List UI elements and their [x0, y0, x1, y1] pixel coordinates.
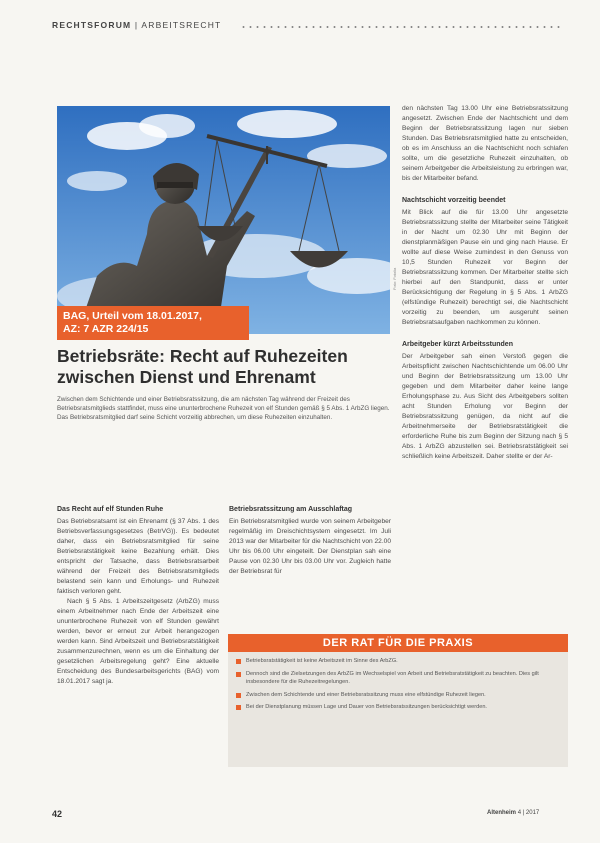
subhead-nachtschicht: Nachtschicht vorzeitig beendet	[402, 197, 506, 204]
magazine-name: Altenheim	[487, 810, 517, 816]
photo-credit: Foto: Fotolia	[392, 267, 397, 290]
praxis-item-text: Bei der Dienstplanung müssen Lage und Dauer von Betriebsratssitzungen berücksichtigt werden.	[246, 704, 487, 710]
headline-line-2: zwischen Dienst und Ehrenamt	[57, 367, 316, 387]
headline-line-1: Betriebsräte: Recht auf Ruhezeiten	[57, 346, 348, 366]
running-head-separator: |	[131, 20, 142, 30]
praxis-list	[236, 657, 562, 716]
paragraph: Mit Blick auf die für 13.00 Uhr angesetzte Betriebsratssitzung stellte der Mitarbeiter seine Tätigkeit in der Nacht um 02.30 Uhr mit Beginn der dienstplanmäßigen Pause ein und ging nach Hause. Er wollte auf diese Weise zumindest in den Genuss von 10,5 Stunden Ruhezeit vor Beginn der Betriebsratssitzung kommen. Der Mitarbeiter stellte sich hierbei auf den Standpunkt, dass er unter Berücksichtigung der Regelung in § 5 Abs. 1 ArbZG (elfstündige Ruhezeit) berechtigt sei, die Nachtschicht vorzeitig zu beenden, um ausgeruht seinen Betriebsratsaufgaben nachkommen zu können.	[402, 209, 568, 326]
bullet-square-icon	[236, 672, 241, 677]
paragraph: Das Betriebsratsamt ist ein Ehrenamt (§ 37 Abs. 1 des Betriebsverfassungsgesetzes (BetrVG)). Es bedeutet daher, dass ein Betriebsratsmitglied für seine Betriebsratstätigkeit keine Bezahlung erhält. Dies entspricht der Tatsache, dass Betriebsratsarbeit während der Freizeit des Betriebsratsmitglieds belastend sein kann und Erholungs- und Ruhezeit faktisch verloren geht.	[57, 518, 219, 595]
column-1	[57, 505, 219, 687]
praxis-item-text: Dennoch sind die Zielsetzungen des ArbZG im Wechselspiel von Arbeit und Betriebsratstätigkeit zu beachten. Dies gilt insbesondere für die Ruhezeitregelungen.	[246, 670, 539, 685]
running-head-section: RECHTSFORUM	[52, 20, 132, 30]
running-head	[52, 20, 221, 30]
issue-number: 4 | 2017	[517, 810, 540, 816]
running-head-topic: ARBEITSRECHT	[141, 20, 222, 30]
caption-file-number: AZ: 7 AZR 224/15	[63, 323, 149, 335]
list-item	[236, 670, 562, 687]
caption-ruling: BAG, Urteil vom 18.01.2017,	[63, 310, 202, 322]
article-headline	[57, 346, 397, 388]
page-number: 42	[52, 809, 63, 819]
bullet-square-icon	[236, 693, 241, 698]
dotted-rule	[240, 26, 560, 28]
paragraph: Ein Betriebsratsmitglied wurde von seinem Arbeitgeber regelmäßig im Dreischichtsystem eingesetzt. Im Juli 2013 war der Mitarbeiter für die Nachtschicht von 22.00 Uhr bis 06.00 Uhr eingeteilt. Der Dienstplan sah eine Pause von 02.30 Uhr bis 03.00 Uhr vor. Zugleich hatte der Betriebsrat für	[229, 518, 391, 575]
praxis-item-text: Zwischen dem Schichtende und einer Betriebsratssitzung muss eine elfstündige Ruhezeit liegen.	[246, 691, 486, 698]
spacer	[402, 184, 568, 196]
column-2	[229, 505, 391, 577]
praxis-title: DER RAT FÜR DIE PRAXIS	[228, 634, 568, 652]
list-item	[236, 657, 562, 666]
paragraph: Nach § 5 Abs. 1 Arbeitszeitgesetz (ArbZG) muss einem Arbeitnehmer nach Ende der Arbeitszeit eine ununterbrochene Ruhezeit von elf Stunden gewährt werden, bevor er erneut zur Arbeit herangezogen werden kann. Sind Arbeitszeit und Betriebsratstätigkeit zusammenzurechnen, wenn es um die Einhaltung der gesetzlichen Arbeitsregelung geht? Eine aktuelle Entscheidung des Bundesarbeitsgerichts (BAG) vom 18.01.2017 sagt ja.	[57, 598, 219, 685]
list-item	[236, 691, 562, 700]
subhead-elf-stunden: Das Recht auf elf Stunden Ruhe	[57, 506, 164, 513]
justitia-statue-photo	[57, 106, 390, 334]
article-lead: Zwischen dem Schichtende und einer Betriebsratssitzung, die am nächsten Tag während der Freizeit des Betriebsratsmitglieds stattfindet, muss eine ununterbrochene Ruhezeit von elf Stunden gemäß § 5 Abs. 1 ArbZG liegen. Das Betriebsratsmitglied darf seine Schicht vorzeitig abbrechen, um diese Ruhezeiten einzuhalten.	[57, 396, 390, 421]
spacer	[402, 328, 568, 340]
bullet-square-icon	[236, 705, 241, 710]
column-3	[402, 104, 568, 462]
footer-magazine	[487, 810, 539, 816]
subhead-arbeitgeber: Arbeitgeber kürzt Arbeitsstunden	[402, 341, 513, 348]
subhead-ausschlaftag: Betriebsratssitzung am Ausschlaftag	[229, 506, 353, 513]
paragraph: Der Arbeitgeber sah einen Verstoß gegen die Arbeitspflicht zwischen Nachtschichtende um 06.00 Uhr und Beginn der Betriebsratssitzung um 13.00 Uhr gegeben und dem Mitarbeiter daher keine lange Erholungsphase zu. Aus Sicht des Arbeitgebers sollten acht Stunden Erholung vor Beginn der Betriebsratssitzung genügen, da nicht auf die Arbeitnehmerseite der Betriebsratstätigkeit die erforderliche Ruhe bis zum Beginn der Sitzung nach § 5 Abs. 1 ArbZG abzustellen sei. Betriebsratstätigkeit sei schließlich keine Arbeitszeit. Daher stellte er der Ar-	[402, 353, 568, 460]
paragraph: den nächsten Tag 13.00 Uhr eine Betriebsratssitzung angesetzt. Zwischen Ende der Nachtschicht und dem Beginn der Betriebsratssitzung lagen nur sieben Stunden. Das Betriebsratsmitglied hatte zu entscheiden, ob es im Anschluss an die Nachtschicht noch schlafen sollte, um die gesetzliche Ruhezeit einzuhalten, ob seinem Arbeitgeber die Arbeitsleistung zu erbringen war, bis der Mitarbeiter befand.	[402, 105, 568, 182]
praxis-item-text: Betriebsratstätigkeit ist keine Arbeitszeit im Sinne des ArbZG.	[246, 658, 398, 664]
list-item	[236, 703, 562, 712]
photo-caption	[57, 306, 249, 340]
bullet-square-icon	[236, 659, 241, 664]
